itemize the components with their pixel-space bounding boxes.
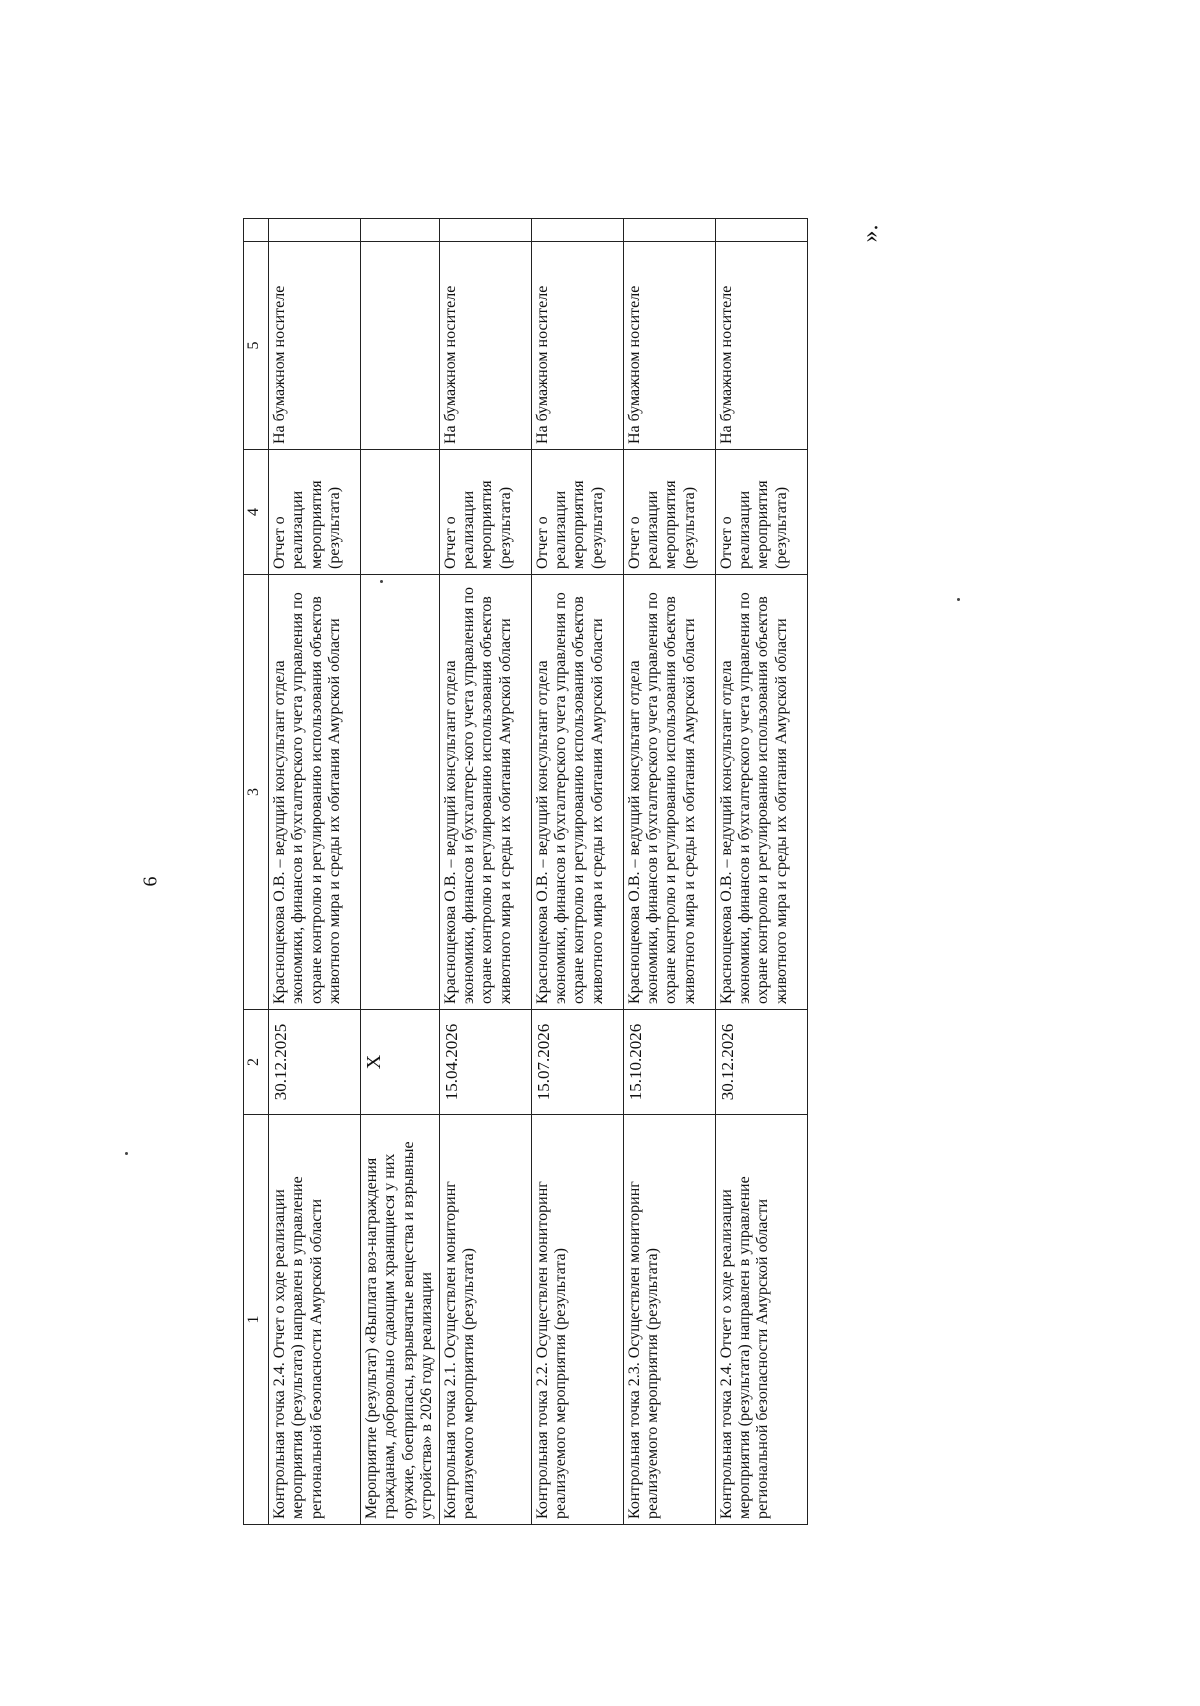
responsible-cell: Краснощекова О.В. – ведущий консультант отдела экономики, финансов и бухгалтерс-кого учета управления по охране контролю и регулированию использования объектов животного мира и среды их обитания Амурской области (439, 575, 531, 1010)
form-cell: На бумажном носителе (269, 242, 361, 450)
document-cell: Отчет о реализации мероприятия (результата) (531, 450, 623, 575)
description-cell: Контрольная точка 2.4. Отчет о ходе реализации мероприятия (результата) направлен в управление региональной безопасности Амурской области (269, 1115, 361, 1525)
empty-cell (269, 219, 361, 242)
empty-cell (715, 219, 807, 242)
responsible-cell (361, 575, 440, 1010)
column-header: 5 (244, 242, 269, 450)
description-cell: Контрольная точка 2.1. Осуществлен мониторинг реализуемого мероприятия (результата) (439, 1115, 531, 1525)
date-cell: 30.12.2025 (269, 1010, 361, 1115)
form-cell (361, 242, 440, 450)
form-cell: На бумажном носителе (623, 242, 715, 450)
document-cell: Отчет о реализации мероприятия (результата) (715, 450, 807, 575)
column-header: 1 (244, 1115, 269, 1525)
form-cell: На бумажном носителе (439, 242, 531, 450)
column-header: 4 (244, 450, 269, 575)
date-cell: 30.12.2026 (715, 1010, 807, 1115)
scan-speck (125, 1152, 128, 1155)
table-row (715, 219, 807, 1525)
document-cell: Отчет о реализации мероприятия (результата) (439, 450, 531, 575)
date-cell: X (361, 1010, 440, 1115)
document-cell (361, 450, 440, 575)
description-cell: Мероприятие (результат) «Выплата воз-награждения гражданам, добровольно сдающим хранящиеся у них оружие, боеприпасы, взрывчатые вещества и взрывные устройства» в 2026 году реализации (361, 1115, 440, 1525)
column-header (244, 219, 269, 242)
document-cell: Отчет о реализации мероприятия (результата) (623, 450, 715, 575)
date-cell: 15.10.2026 (623, 1010, 715, 1115)
table-row (623, 219, 715, 1525)
table-row (531, 219, 623, 1525)
description-cell: Контрольная точка 2.2. Осуществлен мониторинг реализуемого мероприятия (результата) (531, 1115, 623, 1525)
table-row (269, 219, 361, 1525)
form-cell: На бумажном носителе (715, 242, 807, 450)
plan-table (243, 218, 808, 1525)
closing-quote: ». (857, 224, 884, 243)
empty-cell (623, 219, 715, 242)
empty-cell (531, 219, 623, 242)
table-row (439, 219, 531, 1525)
document-cell: Отчет о реализации мероприятия (результата) (269, 450, 361, 575)
form-cell: На бумажном носителе (531, 242, 623, 450)
responsible-cell: Краснощекова О.В. – ведущий консультант отдела экономики, финансов и бухгалтерского учета управления по охране контролю и регулированию использования объектов животного мира и среды их обитания Амурской области (269, 575, 361, 1010)
responsible-cell: Краснощекова О.В. – ведущий консультант отдела экономики, финансов и бухгалтерского учета управления по охране контролю и регулированию использования объектов животного мира и среды их обитания Амурской области (715, 575, 807, 1010)
empty-cell (439, 219, 531, 242)
column-header: 2 (244, 1010, 269, 1115)
description-cell: Контрольная точка 2.4. Отчет о ходе реализации мероприятия (результата) направлен в управление региональной безопасности Амурской области (715, 1115, 807, 1525)
date-cell: 15.04.2026 (439, 1010, 531, 1115)
description-cell: Контрольная точка 2.3. Осуществлен мониторинг реализуемого мероприятия (результата) (623, 1115, 715, 1525)
scan-speck (957, 598, 960, 601)
column-header: 3 (244, 575, 269, 1010)
rotated-table-container (243, 219, 851, 1525)
page-number: 6 (139, 876, 162, 887)
header-row (244, 219, 269, 1525)
date-cell: 15.07.2026 (531, 1010, 623, 1115)
responsible-cell: Краснощекова О.В. – ведущий консультант отдела экономики, финансов и бухгалтерского учета управления по охране контролю и регулированию использования объектов животного мира и среды их обитания Амурской области (531, 575, 623, 1010)
responsible-cell: Краснощекова О.В. – ведущий консультант отдела экономики, финансов и бухгалтерского учета управления по охране контролю и регулированию использования объектов животного мира и среды их обитания Амурской области (623, 575, 715, 1010)
empty-cell (361, 219, 440, 242)
table-row (361, 219, 440, 1525)
